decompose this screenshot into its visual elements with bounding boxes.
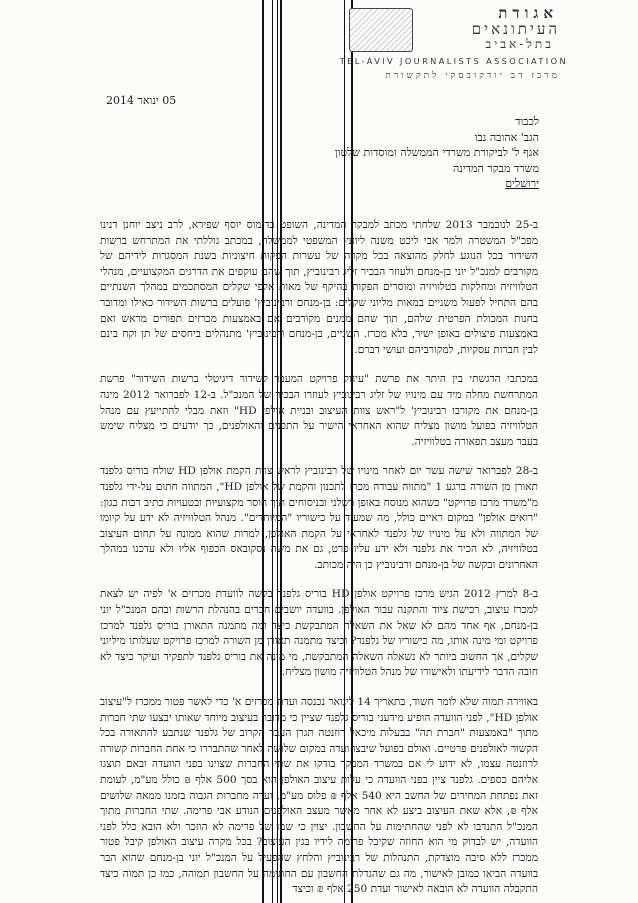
addressee-city: ירושלים <box>505 177 539 190</box>
addressee-line: לכבוד <box>515 115 539 128</box>
letter-body <box>100 218 538 898</box>
letter-date: 05 ינואר 2014 <box>106 94 177 107</box>
addressee-block <box>335 114 539 192</box>
body-paragraph: באווירה תמוה שלא לומר חשוד, בתאריך 14 לינואר נכנסה ועדת מכרזים א' כדי לאשר פטור ממכרז ל"עיצוב אולפן HD", לפני הוועדה הופיע מידעני בוריס גלפנד שציין כי מדובר בעיצוב מיוחד שאותו יבצעו שתי חברות מתוך "באמצעות "חברת תה" בבעלות מיכאל רוזנטה תגרן העבר הקרוב של גלפנד שנתבע להתאורה בכל הקשור לאולפנים פרטיים. ואולם בפועל שיבצו ועדה במקום שלושה לאחר שהתבררו כי אחת החברות קשורה לרוזנטה עצמו, לא ידוע לי אם במשרד המבקר בודקו את שתי החברות שצוינו בפני הוועדה ובאם תוצגו אליהם כספים. גלפנד ציין בפני הוועדה כי עלות עיצוב האולפן הוא בסך 500 אלף ₪ כולל מע"מ, לעומת זאת נפתחת המחירים של החשב היא 540 אלף ₪ פלוס מע"מ, ועדה מחברות הגבוה בזמנו ממאה שלושים אלף ₪, אלא שאת העיצוב ביצע לא אחר מאשר מעצב האולפנים הנודע אבי פרימה. שתי החברות מתוך המנכ"ל התנדבו לא לפני שהחתימות על החשבון. יצוין כי שמו של פרימה לא הוזכר ולא הובא כלל לפני הוועדה, יש לבדוק מי הוא החוזה שקיבל פרימה לידיו בגין העיצוב? בכל מקרה עיצוב האולפן קיבל פטור ממכרז ללא סיבה מוצדקת, התנהלות של רבינוביץ והלחץ שהפעיל על המנכ"ל יוני בן-מנחם שהוא הבר בוועדה הביאו כמובן לאישור, מה גם שהגדלת החשבון עם החתימה על החשבון תמוהה, כמו כן תמוה כיצד התקבלה הוועדה לא הובאה לאישור ועדת 250 אלף ₪ וכיצד <box>100 696 539 896</box>
logo-text-line2: העיתונאים <box>471 20 560 38</box>
body-paragraph: ב-25 לנובמבר 2013 שלחתי מכתב למבקר המדינה, השופט בדימוס יוסף שפירא, לרב ניצב יוחנן דנינו מפכ"ל המשטרה ולמר אבי ליכט משנה ליועץ המשפטי לממשלה, במכתב גוללתי את המתרחש ברשות השידור בכל הנוגע לחלק מהוצאה בכל מקרה של עשרות הפקות חיצוניות בשנת המסגרות לידיהם של מקורבים למנכ"ל יוני בן-מנחם ולעוזר הבכיר זליג רבינוביץ, תוך שהם עוקפים את הדרגים המקצועיים, מנהלי הטלוויזיה ומחלקות בטלוויזיה ומוסרים הפקות בהיקף של מאות אלפי שקלים המסתכמים במהלך השנתיים בהם התחיל לפעול משניים במאות מליוני שקלים: בן-מנחם ורבינוביץ' פועלים ברשות השידור כאילו ומדובר בחנות המכולת הפרטית שלהם, תוך שהם ממנים מקורבים אם באמצעות מכרזים תפורים מראש ואם באמצעות פיצולים באופן ישיר, בלא מכרז. השניים, בן-מנחם ורבינוביץ' מתנהלים ביחסים של תן וקח בינם לבין חברות עסקיות, למקורביהם ועושי דברם. <box>100 219 538 356</box>
association-address: מרכז דב יודקובסקי לתקשורת <box>385 71 560 81</box>
association-logo-icon <box>349 8 413 52</box>
body-paragraph: ב-8 למרץ 2012 הגיש מרכז פרויקט אולפן HD בוריס גלפנד בקשה לוועדת מכרזים א' לפיה יש לצאת למכרז עיצוב, רכישת ציוד והתקנה עבור האולפן. בוועדה יושבים חברים בהנהלת הרשות ובהם המנכ"ל יוני בן-מנחם, אף אחד מהם לא שאל את השאלה המתבקשת כיצד ומה מתמנה התאורן בוריס גלפנד למרכז פרויקט ומי מינה אותו, מה כישוריו של גלפנד? וכיצד מתמנה תאורן מן השורה למרכז פרויקט שעלותו מיליוני שקלים, אך החשוב ביותר לא נשאלה השאלה המתבקשת, מי מינה את בוריס גלפנד לתפקיד ועיקר כיצד לא חובה הדבר לידיעתו ולאישורו של מנהל הטלוויזיה מושון מצליח. <box>100 588 538 679</box>
logo-text-line1: אגודת <box>498 4 558 22</box>
addressee-line: הגב' אהובה נבו <box>474 130 539 144</box>
body-paragraph: ב-28 לפברואר שישה עשר יום לאחר מינויו של רבינוביץ לראש צוות הקמת אולפן HD שולח בוריס גלפנד תאורן מן השורה ברגע 1 "מתווה עבודה מכרז לתכנון והקמת של אולפן HD", המתווה חתום על-ידי גלפנד מ"משרד מרכז פרויקט" כשהוא מנוסח באופן רשלני ובניסוחים תוך חוסר מקצועיות ובטעויות כתיב רבות כגון: "רואים אולפן" במקום ראיים כולל, מה שמעיד על כישוריו "המיוחדים". מנהל הטלוויזיה לא ידע על קיומו של המתווה ולא על מינויו של גלפנד לאחראי על הקמת האולפן, למרות שהוא ממונה על תחום העיצוב בטלוויזיה, לא הכיר את גלפנד ולא ידע עליו פרט, גם את משה נסקובאס הכפוף אליו ולא עדכנו במהלך האחרונים ובקשה של בן-מנחם ורבינוביץ כן היה מכותב. <box>100 465 538 571</box>
logo-text-line3: בתל-אביב <box>485 37 554 51</box>
body-paragraph: במכתבי הדגשתי בין היתר את פרשת "עיגול פרויקט המעבר לשידור דיגיטלי ברשות השידור" פרשת המתרחשת מחלה מיד עם מינויו של זליג רבינוביץ לעוזרו הבכיר של המנכ"ל. ב-12 לפברואר 2012 מינה בן-מנחם את מקורבו רבינוביץ' ל"ראש צוות העיצוב ובניית אולפן HD" וזאת מבלי להתייעץ עם מנהל הטלוויזיה בפועל מושון מצליח שהוא האחראי הישיר על התכנים והאולפנים, כך יודעים כי מצליח שימש בעבר מעצב תפאורה בטלוויזיה. <box>100 373 538 448</box>
association-name-english: TEL-AVIV JOURNALISTS ASSOCIATION <box>339 56 568 66</box>
addressee-line: אגף ל' לביקורת משרדי הממשלה ומוסדות שלטון <box>334 146 539 159</box>
addressee-line: משרד מבקר המדינה <box>452 161 539 175</box>
letterhead <box>333 4 568 84</box>
